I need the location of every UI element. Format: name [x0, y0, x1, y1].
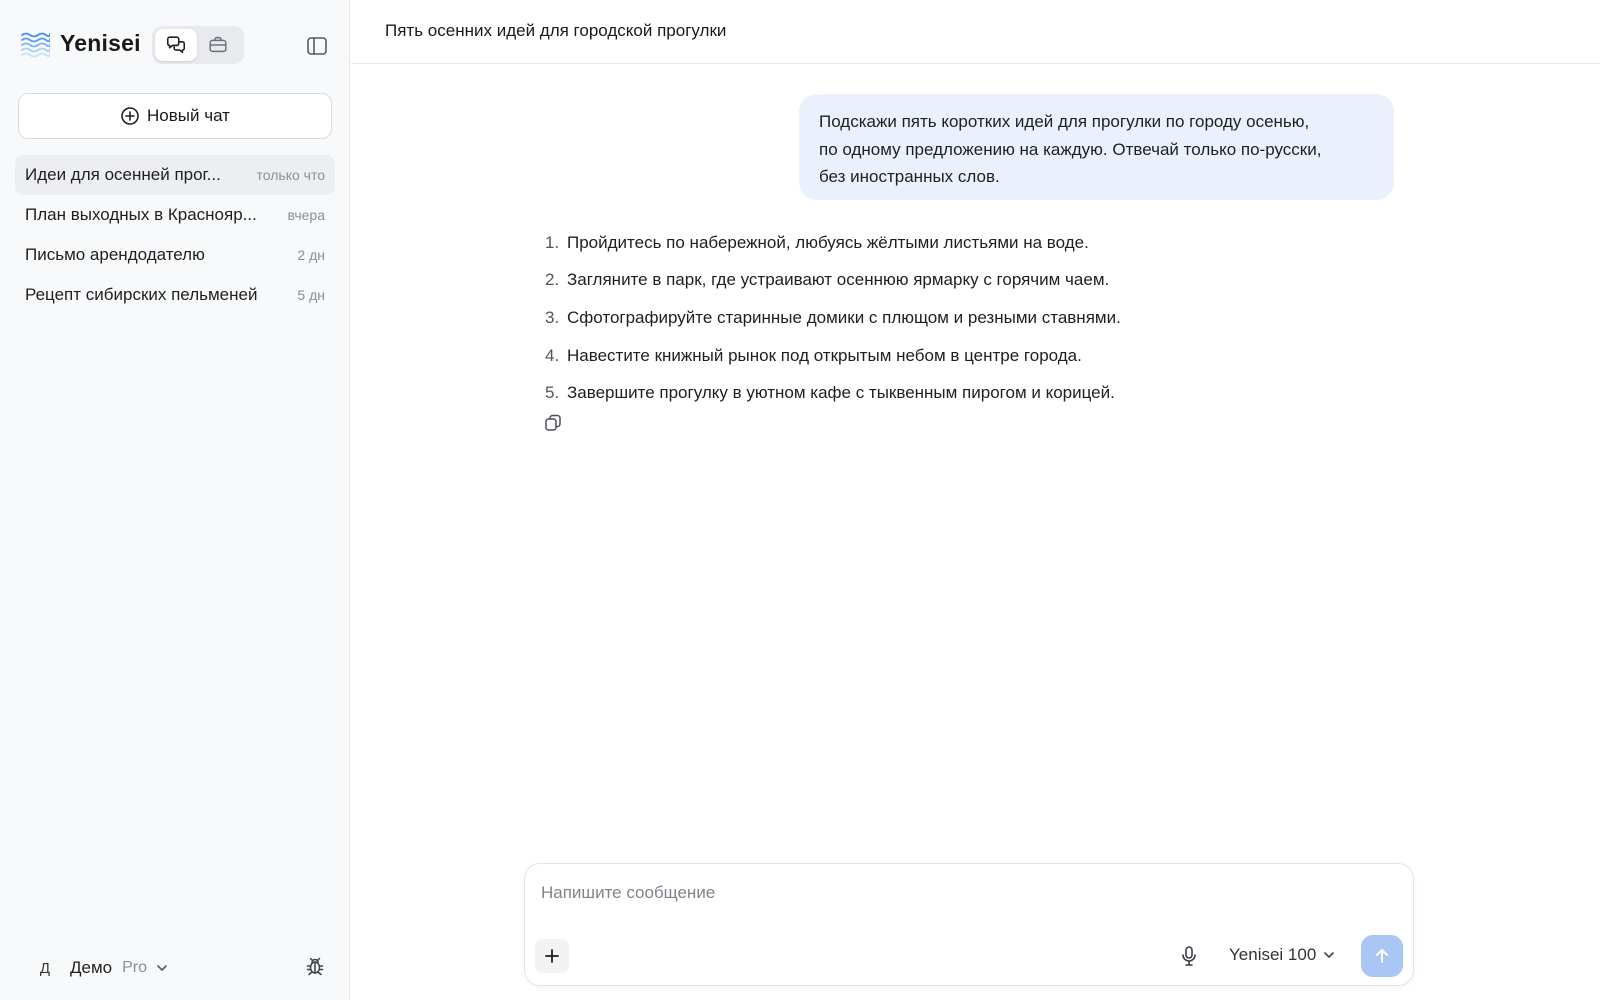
new-chat-label: Новый чат	[147, 106, 230, 125]
sidebar-toggle-icon	[306, 35, 328, 57]
chat-history-time: 5 дн	[297, 287, 325, 303]
answer-item-number: 1.	[545, 232, 560, 252]
answer-item	[545, 299, 1121, 337]
chat-history-item[interactable]	[15, 155, 335, 195]
avatar: Д	[39, 959, 51, 977]
briefcase-icon	[207, 34, 229, 56]
arrow-up-icon	[1373, 947, 1391, 965]
chat-history-item[interactable]	[15, 275, 335, 315]
answer-item	[545, 374, 1121, 412]
chat-history-time: только что	[256, 167, 325, 183]
attach-button[interactable]	[535, 939, 569, 973]
plus-icon	[544, 948, 560, 964]
message-composer	[524, 863, 1414, 986]
chat-header	[351, 0, 1600, 64]
answer-item-text: Навестите книжный рынок под открытым небом в центре города.	[567, 345, 1082, 365]
bug-icon	[304, 955, 326, 977]
send-button[interactable]	[1361, 935, 1403, 977]
chat-history-title: Рецепт сибирских пельменей	[25, 285, 258, 304]
message-input[interactable]	[541, 878, 1141, 908]
user-name: Демо	[70, 958, 113, 977]
answer-item-number: 2.	[545, 270, 560, 290]
collapse-sidebar-button[interactable]	[304, 33, 330, 59]
answer-item-text: Загляните в парк, где устраивают осеннюю ярмарку с горячим чаем.	[567, 270, 1110, 290]
user-menu[interactable]	[30, 953, 169, 983]
answer-item-number: 4.	[545, 345, 560, 365]
microphone-icon	[1177, 944, 1201, 968]
answer-item-text: Сфотографируйте старинные домики с плющом и резными ставнями.	[567, 307, 1121, 327]
mode-work-button[interactable]	[197, 29, 239, 61]
answer-item-text: Завершите прогулку в уютном кафе с тыквенным пирогом и корицей.	[567, 383, 1115, 403]
user-message-line: по одному предложению на каждую. Отвечай только по-русски,	[819, 139, 1322, 159]
brand[interactable]	[20, 28, 141, 58]
sidebar	[0, 0, 350, 1000]
user-message-line: Подскажи пять коротких идей для прогулки по городу осенью,	[819, 112, 1310, 131]
mode-switch	[152, 26, 244, 64]
chat-history-title: План выходных в Краснояр...	[25, 205, 257, 224]
assistant-answer-list	[545, 224, 1121, 412]
user-message-bubble	[799, 94, 1394, 200]
model-selector[interactable]	[1229, 945, 1336, 965]
chat-history-title: Письмо арендодателю	[25, 245, 205, 264]
chat-history-item[interactable]	[15, 195, 335, 235]
page-title: Пять осенних идей для городской прогулки	[385, 21, 727, 40]
answer-item-text: Пройдитесь по набережной, любуясь жёлтыми листьями на воде.	[567, 232, 1089, 252]
chat-history-title: Идеи для осенней прог...	[25, 165, 221, 184]
brand-name: Yenisei	[60, 29, 141, 56]
chat-history-list	[15, 155, 335, 315]
chat-history-time: вчера	[287, 207, 325, 223]
chat-history-time: 2 дн	[297, 247, 325, 263]
answer-item	[545, 224, 1121, 262]
user-plan-badge: Pro	[122, 959, 148, 976]
new-chat-button[interactable]	[18, 93, 332, 139]
user-message-line: без иностранных слов.	[819, 167, 1000, 186]
report-bug-button[interactable]	[304, 955, 326, 977]
model-name: Yenisei 100	[1229, 945, 1317, 964]
answer-item-number: 3.	[545, 307, 560, 327]
chat-bubbles-icon	[165, 34, 187, 56]
answer-item	[545, 337, 1121, 375]
plus-circle-icon	[120, 106, 140, 126]
mode-chat-button[interactable]	[155, 29, 197, 61]
answer-item	[545, 262, 1121, 300]
chevron-down-icon	[155, 961, 169, 975]
answer-item-number: 5.	[545, 383, 560, 403]
waves-logo-icon	[20, 28, 50, 58]
voice-input-button[interactable]	[1177, 944, 1201, 968]
copy-answer-button[interactable]	[543, 413, 563, 433]
chevron-down-icon	[1322, 948, 1336, 962]
chat-history-item[interactable]	[15, 235, 335, 275]
copy-icon	[543, 413, 563, 433]
